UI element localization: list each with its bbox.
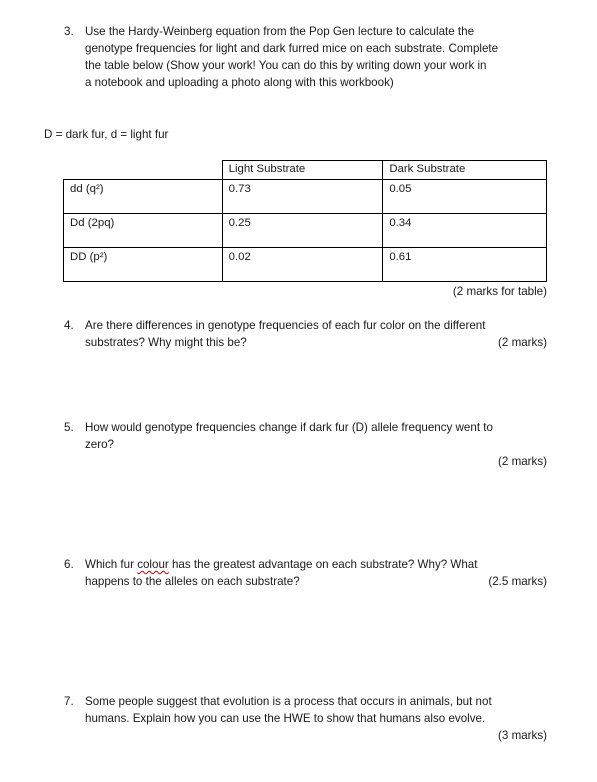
spellcheck-word: colour: [137, 558, 169, 571]
question-number: 7.: [64, 695, 74, 708]
table-cell: 0.61: [383, 248, 547, 282]
table-row: [64, 180, 547, 214]
table-cell: 0.73: [222, 180, 383, 214]
table-header-cell: [64, 161, 223, 180]
question-number: 4.: [64, 319, 74, 332]
question-text: [85, 317, 547, 351]
table-row: [64, 214, 547, 248]
question-text-fragment: Which fur: [85, 558, 138, 571]
table-cell-genotype: Dd (2pq): [64, 214, 223, 248]
question-number: 5.: [64, 421, 74, 434]
question-line: Use the Hardy-Weinberg equation from the Pop Gen lecture to calculate the: [85, 25, 475, 38]
genotype-frequency-table: [63, 160, 547, 282]
table-cell-genotype: dd (q²): [64, 180, 223, 214]
question-line: happens to the alleles on each substrate?: [85, 575, 300, 588]
question-line: genotype frequencies for light and dark furred mice on each substrate. Complete: [85, 42, 499, 55]
question-number: 6.: [64, 558, 74, 571]
question-number: 3.: [64, 25, 74, 38]
table-header-cell: Dark Substrate: [383, 161, 547, 180]
question-line: Some people suggest that evolution is a process that occurs in animals, but not: [85, 695, 492, 708]
table-cell: 0.25: [222, 214, 383, 248]
table-cell: 0.34: [383, 214, 547, 248]
question-text: [85, 556, 547, 590]
table-cell: 0.02: [222, 248, 383, 282]
table-cell: 0.05: [383, 180, 547, 214]
table-cell-genotype: DD (p²): [64, 248, 223, 282]
table-marks: (2 marks for table): [452, 285, 547, 298]
question-marks: (3 marks): [498, 729, 547, 742]
question-text: [85, 693, 547, 744]
question-line-with-marks: [85, 334, 547, 351]
question-marks: (2.5 marks): [488, 575, 547, 588]
table-header-cell: Light Substrate: [222, 161, 383, 180]
question-line-with-marks: [85, 573, 547, 590]
question-line: humans. Explain how you can use the HWE to show that humans also evolve.: [85, 712, 486, 725]
question-line: substrates? Why might this be?: [85, 336, 247, 349]
question-line: How would genotype frequencies change if dark fur (D) allele frequency went to: [85, 421, 493, 434]
question-line: the table below (Show your work! You can do this by writing down your work in: [85, 59, 487, 72]
question-text-fragment: has the greatest advantage on each substrate? Why? What: [168, 558, 478, 571]
table-header-row: [64, 161, 547, 180]
table-row: [64, 248, 547, 282]
question-marks: (2 marks): [498, 455, 547, 468]
question-line: zero?: [85, 438, 115, 451]
question-line: [85, 556, 547, 573]
question-line: Are there differences in genotype frequencies of each fur color on the different: [85, 319, 486, 332]
question-line: a notebook and uploading a photo along with this workbook): [85, 76, 394, 89]
question-text: [85, 419, 547, 470]
allele-legend: D = dark fur, d = light fur: [44, 128, 169, 141]
question-marks: (2 marks): [498, 336, 547, 349]
question-text: [85, 23, 547, 91]
